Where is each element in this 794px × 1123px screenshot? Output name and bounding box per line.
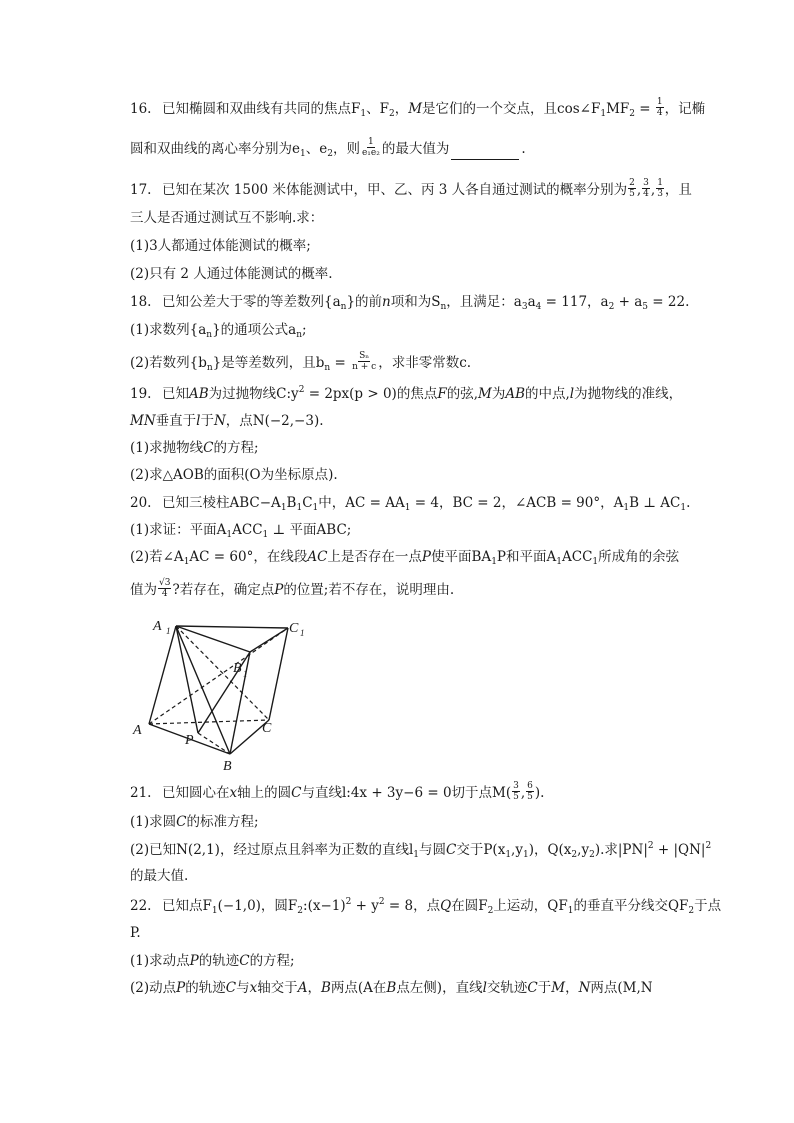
q22-line-1: 22. 已知点$F_1(-1,0)$，圆$F_2:(x-1)^2 + y^2 = 8$，点Q在圆$F_2$上运动，$QF_1$的垂直平分线交$QF_2$于点 — [130, 897, 722, 916]
q20-part-2: (2)若$\angle A_1AC = 60^\circ$，在线段AC上是否存在一点P使平面$BA_1P$和平面$A_1ACC_1$所成角的余弦 — [130, 549, 680, 567]
q18-part-2: (2)若数列$\{b_n\}$是等差数列，且$b_n$ = $\frac{\text{Sₙ}}{n + c}$ ，求非零常数c. — [130, 351, 472, 373]
svg-text:1: 1 — [166, 626, 171, 636]
q16-number: 16. — [130, 101, 152, 117]
q19-part-1: (1)求抛物线C的方程; — [130, 440, 259, 456]
answer-blank[interactable] — [451, 145, 519, 160]
q18-line-1: 18. 已知公差大于零的等差数列$\{a_n\}$的前n项和为$S_n$，且满足：$a_3a_4 = 117$，$a_2 + a_5 = 22$. — [130, 294, 690, 312]
edge-a1-b1 — [176, 626, 250, 652]
label-a1: A — [153, 619, 162, 634]
q17-part-1: (1)3人都通过体能测试的概率; — [130, 238, 311, 254]
q22-line-2: P. — [130, 925, 141, 941]
prism-figure — [125, 612, 310, 772]
q18-part-1: (1)求数列$\{a_n\}$的通项公式$a_n$; — [130, 322, 307, 340]
label-c1: C — [289, 621, 299, 636]
q22-number: 22. — [130, 898, 152, 914]
q21-part-2-cont: 的最大值. — [130, 868, 189, 884]
q17-part-2: (2)只有 2 人通过体能测试的概率. — [130, 266, 333, 282]
fraction: $\frac{1}{\text{e₁e₂}}$ — [361, 137, 380, 158]
q22-part-2: (2)动点P的轨迹C与x轴交于A，B两点(A在B点左侧)，直线l交轨迹C于M，N两点(M,N — [130, 980, 653, 996]
q21-number: 21. — [130, 785, 152, 801]
svg-text:1: 1 — [243, 669, 248, 679]
q19-part-2: (2)求△AOB的面积(O为坐标原点). — [130, 467, 338, 483]
q21-part-2: (2)已知N(2,1)，经过原点且斜率为正数的直线$l_1$与圆C交于$P(x_1,y_1)$，$Q(x_2,y_2)$.求$|PN|^2 + |QN|^2$ — [130, 841, 712, 860]
q20-number: 20. — [130, 495, 152, 511]
svg-text:1: 1 — [300, 628, 305, 638]
fraction: $\frac{1}{4}$ — [656, 97, 663, 118]
q20-line-1: 20. 已知三棱柱$ABC-A_1B_1C_1$中，AC = $AA_1 = 4$，BC = 2，∠ACB = 90°，$A_1B$ ⊥ $AC_1$. — [130, 495, 691, 513]
q19-line-1: 19. 已知AB为过抛物线$C:y^2 = 2px(p > 0)$的焦点F的弦,M为AB的中点,l为抛物线的准线， — [130, 385, 683, 402]
q22-part-1: (1)求动点P的轨迹C的方程; — [130, 953, 295, 969]
label-b: B — [223, 759, 232, 772]
q17-line-1: 17. 已知在某次 1500 米体能测试中，甲、乙、丙 3 人各自通过测试的概率分别为 $\frac{2}{5}$ , $\frac{3}{4}$ , $\frac{1}{3}$ ，且 — [130, 178, 692, 199]
q16-line-2: 圆和双曲线的离心率分别为$e_1$、$e_2$，则 $\frac{1}{\text{e₁e₂}}$ 的最大值为 . — [130, 137, 526, 159]
q17-line-2: 三人是否通过测试互不影响.求： — [130, 210, 324, 226]
q19-line-2: MN垂直于l于N，点N(−2,−3). — [130, 413, 324, 429]
q18-number: 18. — [130, 294, 152, 310]
q16-line-1: 16. 已知椭圆和双曲线有共同的焦点$F_1$、$F_2$，M是它们的一个交点，且$\cos\angle F_1MF_2$ = $\frac{1}{4}$ ，记椭 — [130, 97, 706, 119]
label-a: A — [133, 723, 142, 738]
q20-part-2-cont: 值为 $\frac{√3}{4}$ ?若存在，确定点P的位置;若不存在，说明理由. — [130, 578, 455, 599]
q19-number: 19. — [130, 386, 152, 402]
label-b1: B — [233, 661, 242, 676]
label-c: C — [262, 721, 272, 736]
label-p: P — [185, 733, 194, 748]
q17-number: 17. — [130, 182, 152, 198]
q21-line-1: 21. 已知圆心在x轴上的圆C与直线l:4x + 3y−6 = 0切于点M( $\frac{3}{5}$ , $\frac{6}{5}$ ). — [130, 781, 545, 802]
q21-part-1: (1)求圆C的标准方程; — [130, 814, 259, 830]
q20-part-1: (1)求证：平面$A_1ACC_1$ ⊥ 平面ABC; — [130, 522, 352, 540]
